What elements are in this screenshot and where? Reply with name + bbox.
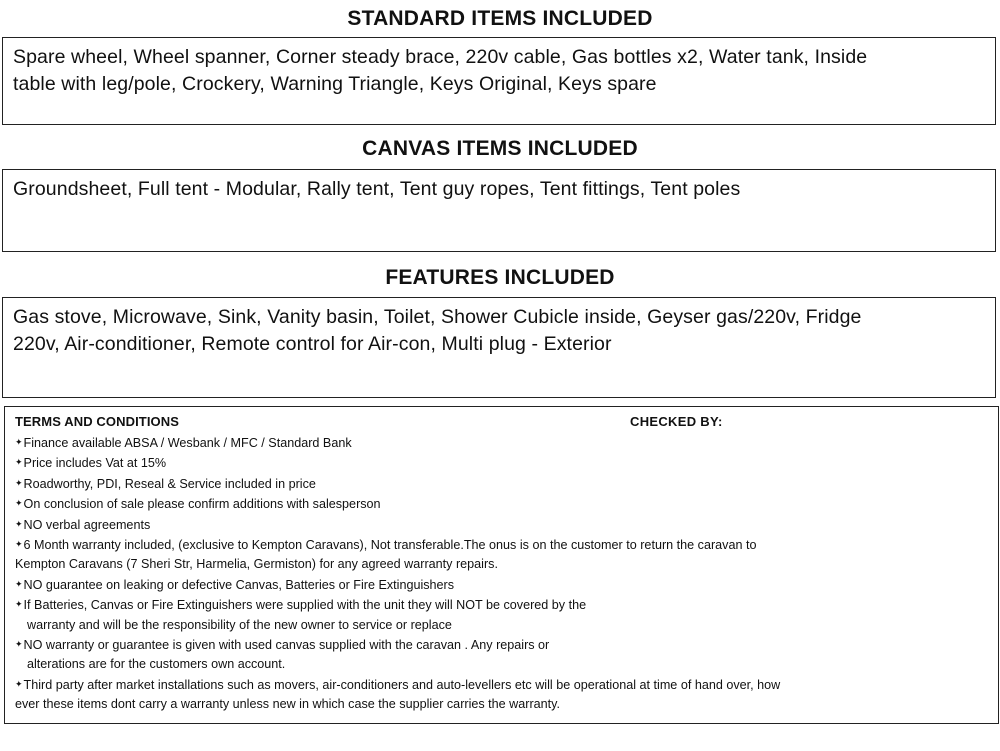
standard-items-text: [13, 44, 987, 98]
standard-items-line-1: Spare wheel, Wheel spanner, Corner steady brace, 220v cable, Gas bottles x2, Water tank, Inside: [13, 46, 868, 68]
bullet-icon: ✦: [15, 639, 23, 650]
terms-box: [4, 406, 999, 724]
canvas-items-box: [2, 169, 996, 252]
terms-title: TERMS AND CONDITIONS: [15, 414, 180, 429]
bullet-icon: ✦: [15, 518, 23, 529]
term-line: [15, 433, 990, 453]
term-text: On conclusion of sale please confirm additions with salesperson: [23, 497, 381, 512]
term-text: NO guarantee on leaking or defective Canvas, Batteries or Fire Extinguishers: [23, 577, 455, 592]
term-line: [15, 595, 990, 615]
canvas-items-line-1: Groundsheet, Full tent - Modular, Rally tent, Tent guy ropes, Tent fittings, Tent poles: [13, 178, 741, 200]
bullet-icon: ✦: [15, 457, 23, 468]
term-line-continued: [15, 555, 990, 574]
term-text: Roadworthy, PDI, Reseal & Service included in price: [23, 476, 316, 491]
term-text: alterations are for the customers own account.: [27, 657, 286, 672]
term-line: [15, 535, 990, 555]
standard-items-line-2: table with leg/pole, Crockery, Warning Triangle, Keys Original, Keys spare: [13, 73, 657, 95]
canvas-items-heading: CANVAS ITEMS INCLUDED: [362, 137, 638, 160]
bullet-icon: ✦: [15, 678, 23, 689]
standard-items-heading: STANDARD ITEMS INCLUDED: [347, 7, 653, 30]
term-text: 6 Month warranty included, (exclusive to Kempton Caravans), Not transferable.The onus is on the customer to return the caravan to: [23, 538, 757, 553]
term-text: Finance available ABSA / Wesbank / MFC / Standard Bank: [23, 436, 352, 450]
term-line: [15, 675, 990, 695]
terms-list: [15, 433, 990, 715]
features-line-2: 220v, Air-conditioner, Remote control for Air-con, Multi plug - Exterior: [13, 333, 612, 355]
term-text: Third party after market installations such as movers, air-conditioners and auto-levellers etc will be operational at time of hand over, how: [23, 677, 781, 692]
bullet-icon: ✦: [15, 477, 23, 488]
term-text: NO warranty or guarantee is given with used canvas supplied with the caravan . Any repairs or: [23, 638, 550, 653]
term-line: [15, 515, 990, 535]
term-line: [15, 453, 990, 473]
term-text: warranty and will be the responsibility of the new owner to service or replace: [27, 617, 452, 632]
term-line: [15, 635, 990, 655]
standard-items-box: [2, 37, 996, 125]
bullet-icon: ✦: [15, 578, 23, 589]
bullet-icon: ✦: [15, 599, 23, 610]
term-text: ever these items dont carry a warranty unless new in which case the supplier carries the warranty.: [15, 697, 561, 712]
term-text: Price includes Vat at 15%: [23, 456, 167, 471]
bullet-icon: ✦: [15, 437, 23, 447]
term-line: [15, 575, 990, 595]
term-text: Kempton Caravans (7 Sheri Str, Harmelia, Germiston) for any agreed warranty repairs.: [15, 557, 498, 572]
term-line-continued: [15, 655, 990, 674]
term-line: [15, 494, 990, 514]
term-line: [15, 474, 990, 494]
features-line-1: Gas stove, Microwave, Sink, Vanity basin, Toilet, Shower Cubicle inside, Geyser gas/220v, Fridge: [13, 306, 862, 328]
bullet-icon: ✦: [15, 539, 23, 550]
term-line-continued: [15, 616, 990, 635]
checked-by-label: CHECKED BY:: [630, 414, 723, 429]
term-text: If Batteries, Canvas or Fire Extinguishers were supplied with the unit they will NOT be covered by the: [23, 598, 587, 613]
features-box: [2, 297, 996, 398]
features-text: [13, 304, 987, 358]
term-text: NO verbal agreements: [23, 517, 151, 532]
canvas-items-text: [13, 176, 987, 203]
bullet-icon: ✦: [15, 498, 23, 509]
features-heading: FEATURES INCLUDED: [385, 266, 615, 289]
term-line-continued: [15, 695, 990, 714]
